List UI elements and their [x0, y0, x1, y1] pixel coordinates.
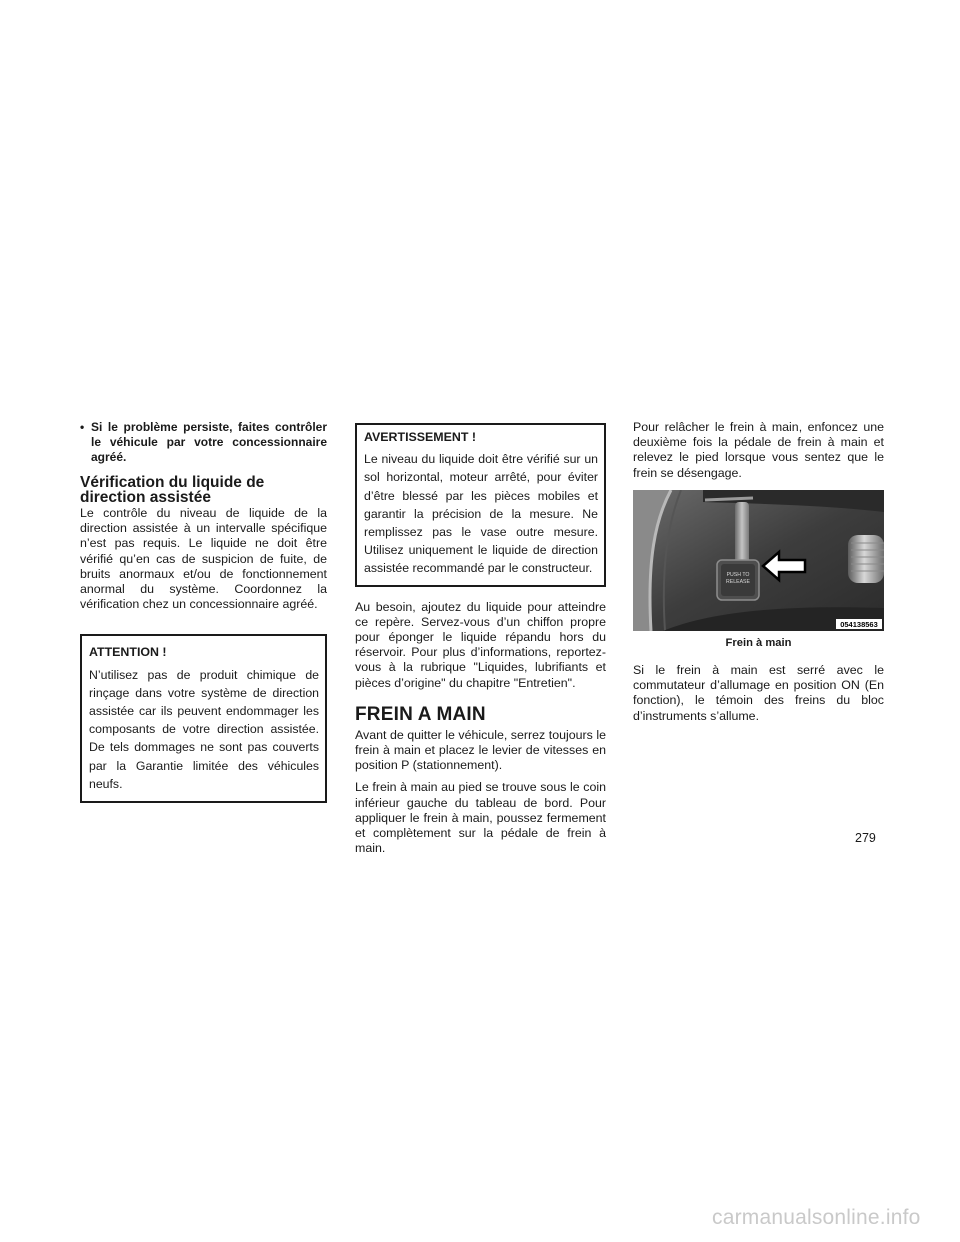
middle-column	[355, 423, 606, 863]
attention-text: N’utilisez pas de produit chimique de rinçage dans votre système de direction assistée car ils peuvent endommager les composants de votre direction assistée. De tels dommages ne sont pas couverts par la Garantie limitée des véhicules neufs.	[89, 667, 319, 791]
bullet-item	[80, 420, 327, 465]
attention-box	[80, 634, 327, 803]
warning-title: AVERTISSEMENT !	[364, 430, 476, 444]
warning-box	[355, 423, 606, 587]
bullet-text: Si le problème persiste, faites contrôler le véhicule par votre concessionnaire agréé.	[91, 420, 327, 464]
parking-brake-paragraph-2: Le frein à main au pied se trouve sous le coin inférieur gauche du tableau de bord. Pour appliquer le frein à main, poussez fermement et complètement sur la pédale de frein à main.	[355, 780, 606, 856]
pedal-label-line-2: RELEASE	[726, 578, 750, 585]
release-paragraph: Pour relâcher le frein à main, enfoncez une deuxième fois la pédale de frein à main et relevez le pied lorsque vous sentez que le frein se désengage.	[633, 420, 884, 480]
figure-caption: Frein à main	[725, 636, 792, 649]
parking-brake-photo	[633, 490, 884, 631]
attention-title: ATTENTION !	[89, 645, 167, 660]
right-column	[633, 420, 884, 731]
parking-brake-heading: FREIN A MAIN	[355, 703, 486, 725]
power-steering-heading: Vérification du liquide de direction assistée	[80, 474, 265, 506]
power-steering-paragraph: Le contrôle du niveau de liquide de la direction assistée à un intervalle spécifique n’est pas requis. Le liquide ne doit être vérifié qu’en cas de suspicion de fuite, de bruits anormaux et/ou de fonctionnement anormal du système. Coordonnez la vérification chez un concessionnaire agréé.	[80, 506, 327, 612]
pedal-label-line-1: PUSH TO	[726, 571, 750, 578]
bullet-mark: •	[80, 420, 85, 434]
fluid-paragraph: Au besoin, ajoutez du liquide pour atteindre ce repère. Servez-vous d’un chiffon propre pour éponger le liquide répandu hors du réservoir. Pour plus d’informations, reportez-vous à la rubrique "Liquides, lubrifiants et pièces d’origine" du chapitre "Entretien".	[355, 599, 606, 690]
warning-text: Le niveau du liquide doit être vérifié sur un sol horizontal, moteur arrêté, pour éviter d’être blessé par les pièces mobiles et garantir la précision de la mesure. Ne remplissez pas le vase outre mesure. Utilisez uniquement le liquide de direction assistée recommandé par le constructeur.	[364, 452, 598, 576]
ignition-paragraph: Si le frein à main est serré avec le commutateur d’allumage en position ON (En fonction), le témoin des freins du bloc d’instruments s’allume.	[633, 663, 884, 723]
page-number: 279	[855, 831, 876, 845]
watermark: carmanualsonline.info	[712, 1206, 921, 1229]
figure-code: 054138563	[840, 619, 878, 629]
parking-brake-paragraph-1: Avant de quitter le véhicule, serrez toujours le frein à main et placez le levier de vitesses en position P (stationnement).	[355, 727, 606, 773]
left-column	[80, 420, 327, 803]
